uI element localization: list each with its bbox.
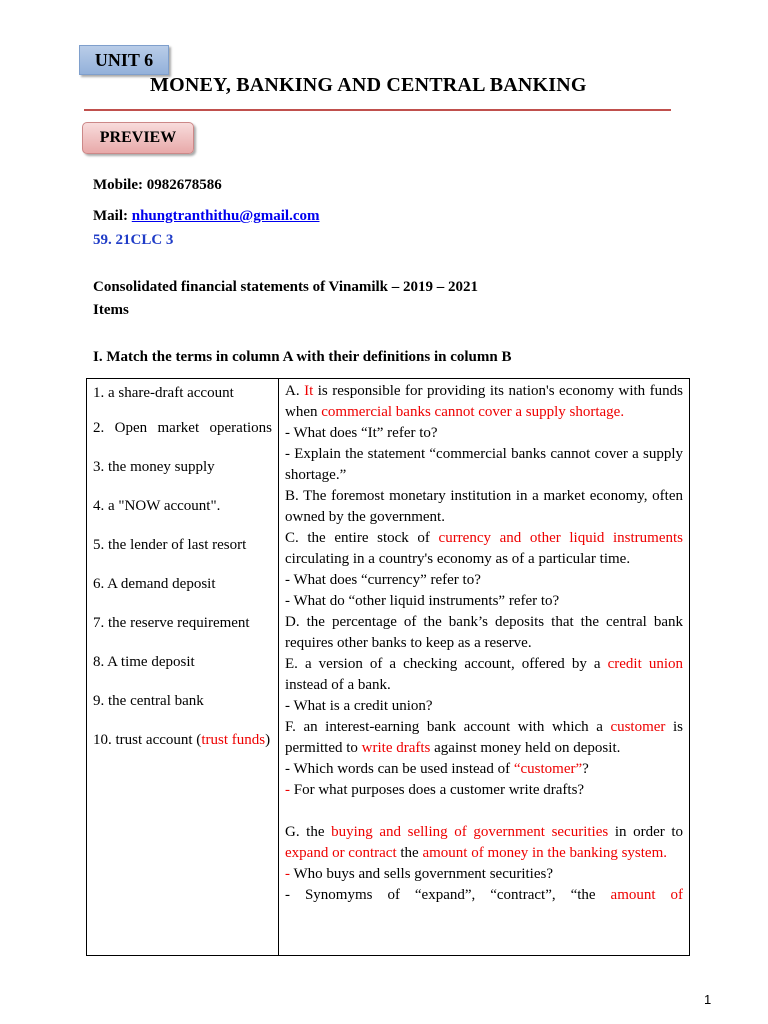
question: - Explain the statement “commercial banks cannot cover a supply shortage.”: [285, 446, 683, 483]
page-number: 1: [704, 992, 712, 1007]
term-text: 2. Open market operations: [93, 420, 272, 436]
list-item: [87, 410, 278, 446]
class-code: 59. 21CLC 3: [93, 232, 174, 248]
question: - What is a credit union?: [285, 698, 433, 714]
mail-line: [93, 208, 319, 225]
column-b: [279, 379, 690, 956]
list-item: 9. the central bank: [93, 693, 204, 709]
items-heading: Items: [93, 302, 129, 318]
question: - Who buys and sells government securities?: [285, 866, 553, 882]
list-item: 3. the money supply: [93, 459, 215, 475]
mail-label: Mail:: [93, 208, 132, 224]
list-item: 7. the reserve requirement: [93, 615, 250, 631]
definitions: [279, 379, 689, 955]
mobile-value: 0982678586: [146, 177, 222, 193]
task-instruction: I. Match the terms in column A with their definitions in column B: [93, 349, 512, 365]
definition-a: A. It is responsible for providing its nation's economy with funds when commercial banks cannot cover a supply shortage.: [285, 383, 683, 420]
page-title: MONEY, BANKING AND CENTRAL BANKING: [150, 74, 587, 96]
matching-table: [86, 378, 690, 956]
question: - What does “currency” refer to?: [285, 572, 481, 588]
list-item: [87, 719, 278, 758]
question: - What do “other liquid instruments” refer to?: [285, 593, 560, 609]
spacer: [285, 801, 683, 822]
term-text: ): [265, 732, 271, 748]
definition-f: F. an interest-earning bank account with which a customer is permitted to write drafts against money held on deposit.: [285, 719, 683, 756]
question: - Synomyms of “expand”, “contract”, “the amount of: [285, 887, 683, 903]
email-link[interactable]: nhungtranthithu@gmail.com: [131, 208, 320, 224]
definition-e: E. a version of a checking account, offered by a credit union instead of a bank.: [285, 656, 683, 693]
question: - What does “It” refer to?: [285, 425, 438, 441]
term-highlight: trust funds: [201, 732, 266, 748]
column-a: [87, 379, 279, 956]
term-text: 10. trust account (: [93, 732, 202, 748]
definition-b: B. The foremost monetary institution in a market economy, often owned by the government.: [285, 488, 683, 525]
mobile-line: [93, 177, 222, 194]
preview-label: PREVIEW: [82, 122, 194, 154]
list-item: 4. a "NOW account".: [93, 498, 221, 514]
definition-g: G. the buying and selling of government securities in order to expand or contract the amount of money in the banking system.: [285, 824, 683, 861]
list-item: 6. A demand deposit: [93, 576, 216, 592]
title-divider: [84, 109, 671, 111]
list-item: 8. A time deposit: [93, 654, 195, 670]
definition-d: D. the percentage of the bank’s deposits that the central bank requires other banks to keep as a reserve.: [285, 614, 683, 651]
statement-title: Consolidated financial statements of Vinamilk – 2019 – 2021: [93, 279, 479, 295]
list-item: 5. the lender of last resort: [93, 537, 247, 553]
question: - Which words can be used instead of “customer”?: [285, 761, 589, 777]
mobile-label: Mobile:: [93, 177, 147, 193]
unit-label: UNIT 6: [79, 45, 169, 75]
question: - For what purposes does a customer write drafts?: [285, 782, 585, 798]
list-item: 1. a share-draft account: [93, 385, 234, 401]
definition-c: C. the entire stock of currency and other liquid instruments circulating in a country's economy as of a particular time.: [285, 530, 683, 567]
